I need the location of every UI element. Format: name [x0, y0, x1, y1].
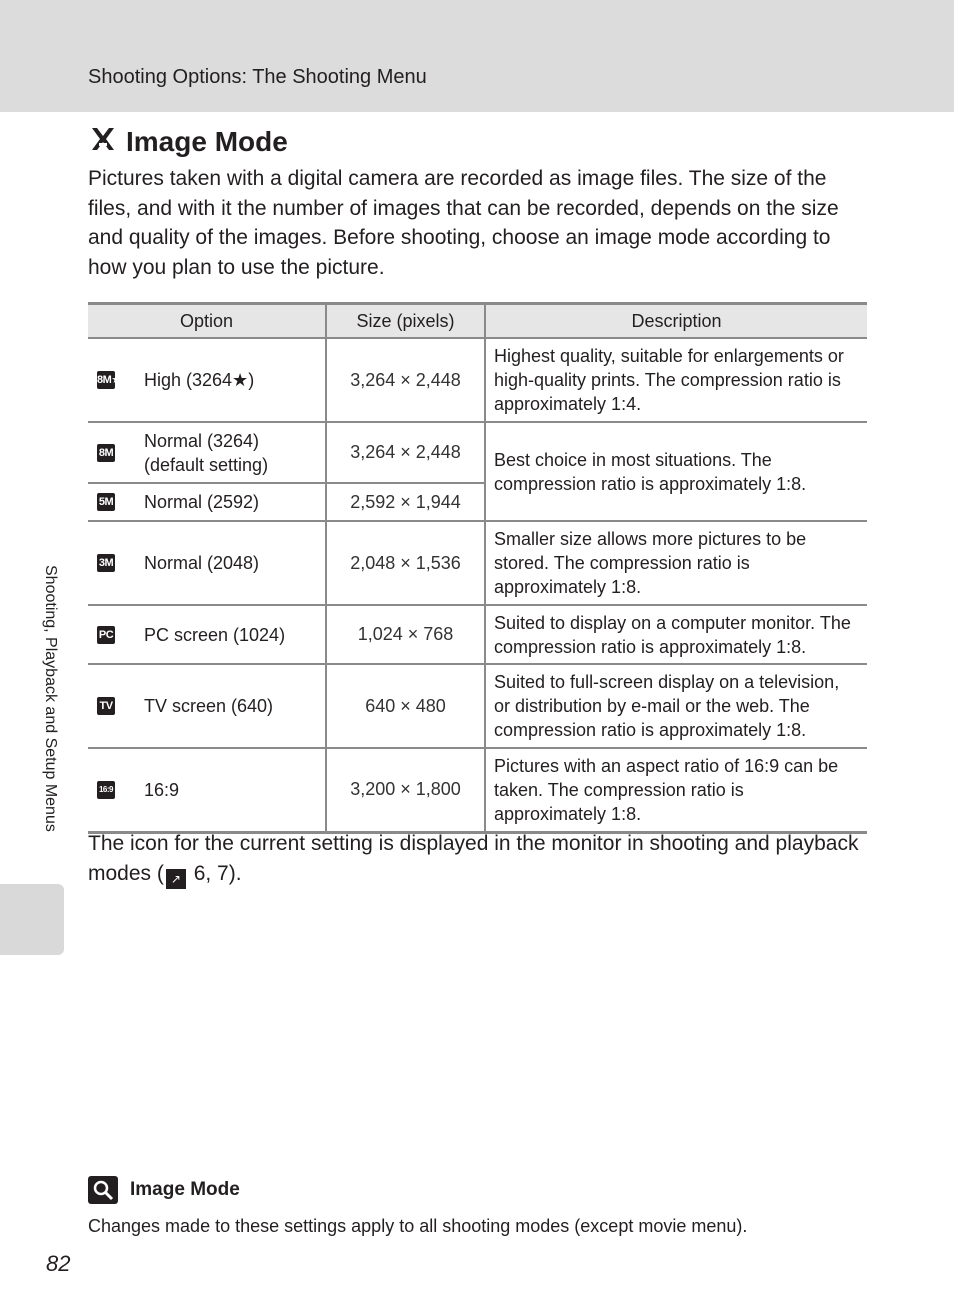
normal-5m-icon: 5M: [97, 493, 115, 511]
intro-paragraph: Pictures taken with a digital camera are recorded as image files. The size of the files, and with it the number of images that can be recorded, depends on the size and quality of the images. Before shooting, choose an image mode according to how you plan to use the picture.: [88, 167, 839, 279]
description-value: Highest quality, suitable for enlargements or high-quality prints. The compression ratio is approximately 1:4.: [485, 338, 867, 422]
header-size: Size (pixels): [326, 304, 485, 339]
option-label: High (3264★): [144, 370, 255, 390]
table-row: [88, 605, 867, 664]
section-title: [88, 122, 288, 162]
header-description: Description: [485, 304, 867, 339]
description-value: Suited to display on a computer monitor. The compression ratio is approximately 1:8.: [485, 605, 867, 664]
side-tab[interactable]: [0, 884, 64, 955]
note-title: Image Mode: [130, 1179, 240, 1200]
header-title: Shooting Options: The Shooting Menu: [88, 66, 427, 88]
footnote-text-before: The icon for the current setting is displayed in the monitor in shooting and playback modes (: [88, 832, 859, 885]
size-value: 640 × 480: [326, 664, 485, 748]
magnifier-note-icon: [88, 1176, 118, 1204]
option-label: Normal (2048): [144, 553, 260, 573]
description-value: Pictures with an aspect ratio of 16:9 can be taken. The compression ratio is approximately 1:8.: [485, 748, 867, 832]
size-value: 3,200 × 1,800: [326, 748, 485, 832]
size-value: 3,264 × 2,448: [326, 338, 485, 422]
table-row: [88, 521, 867, 605]
camera-image-mode-icon: [88, 126, 118, 159]
option-label: Normal (3264) (default setting): [144, 430, 269, 475]
description-value: Smaller size allows more pictures to be stored. The compression ratio is approximately 1:8.: [485, 521, 867, 605]
table-row: [88, 338, 867, 422]
description-value: Suited to full-screen display on a television, or distribution by e-mail or the web. The compression ratio is approximately 1:8.: [485, 664, 867, 748]
option-label: 16:9: [144, 779, 180, 800]
size-value: 1,024 × 768: [326, 605, 485, 664]
option-label: Normal (2592): [144, 492, 260, 512]
normal-8m-icon: 8M: [97, 444, 115, 462]
option-label: TV screen (640): [144, 696, 274, 716]
page-number: 82: [46, 1251, 71, 1276]
reference-icon[interactable]: ↗: [166, 869, 186, 889]
normal-3m-icon: 3M: [97, 554, 115, 572]
pc-screen-icon: PC: [97, 626, 115, 644]
table-row: [88, 422, 867, 483]
header-option: Option: [88, 304, 326, 339]
note-body: Changes made to these settings apply to all shooting modes (except movie menu).: [88, 1216, 748, 1236]
aspect-16-9-icon: 16:9: [97, 781, 115, 799]
section-heading: Image Mode: [126, 126, 288, 157]
table-row: [88, 748, 867, 832]
high-8m-star-icon: 8M★: [97, 371, 115, 389]
image-mode-table: [88, 302, 867, 834]
note-header: [88, 1176, 240, 1204]
header-band: [0, 0, 954, 112]
side-tab-label: Shooting, Playback and Setup Menus: [42, 565, 59, 832]
size-value: 3,264 × 2,448: [326, 422, 485, 483]
table-row: [88, 664, 867, 748]
size-value: 2,592 × 1,944: [326, 483, 485, 521]
footnote-paragraph: [88, 829, 868, 889]
table-header-row: [88, 304, 867, 339]
footnote-text-after: 6, 7).: [187, 861, 242, 885]
tv-screen-icon: TV: [97, 697, 115, 715]
option-label: PC screen (1024): [144, 624, 286, 645]
description-value: Best choice in most situations. The compression ratio is approximately 1:8.: [485, 422, 867, 521]
size-value: 2,048 × 1,536: [326, 521, 485, 605]
